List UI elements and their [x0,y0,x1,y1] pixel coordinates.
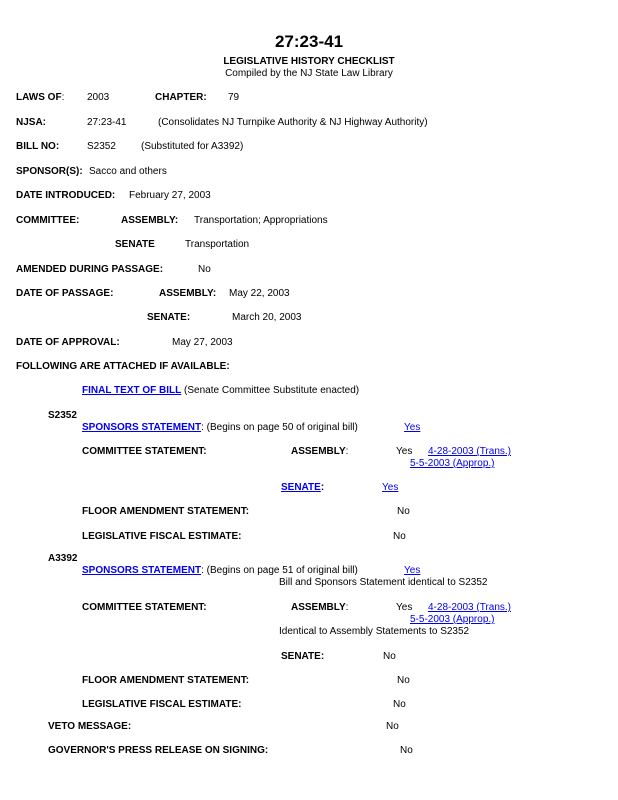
s2352-floor-value: No [397,506,410,517]
njsa-label: NJSA: [16,117,47,128]
a3392-sponsors-statement-link[interactable]: SPONSORS STATEMENT [82,565,202,576]
attached-heading: FOLLOWING ARE ATTACHED IF AVAILABLE: [16,361,230,372]
s2352-sponsors-statement-link[interactable]: SPONSORS STATEMENT [82,422,202,433]
a3392-label: A3392 [48,553,78,564]
s2352-label: S2352 [48,410,77,421]
final-text-link[interactable]: FINAL TEXT OF BILL [82,385,182,396]
a3392-assembly-identical: Identical to Assembly Statements to S2352 [279,626,470,637]
committee-assembly-value: Transportation; Appropriations [194,215,328,226]
committee-label: COMMITTEE: [16,215,80,226]
final-text-note: (Senate Committee Substitute enacted) [184,385,360,396]
final-text-row [82,385,359,397]
laws-of-value: 2003 [87,92,110,103]
a3392-fiscal-label: LEGISLATIVE FISCAL ESTIMATE: [82,699,242,710]
laws-of-label: LAWS OF: [16,92,65,103]
press-release-value: No [400,745,413,756]
veto-label: VETO MESSAGE: [48,721,132,732]
njsa-note: (Consolidates NJ Turnpike Authority & NJ Highway Authority) [158,117,428,128]
s2352-senate-row: SENATE: [281,482,325,493]
passage-senate-value: March 20, 2003 [232,312,302,323]
amended-label: AMENDED DURING PASSAGE: [16,264,164,275]
a3392-floor-label: FLOOR AMENDMENT STATEMENT: [82,675,250,686]
passage-assembly-label: ASSEMBLY: [159,288,217,299]
a3392-sponsors-row [82,565,358,577]
s2352-senate-yes-link[interactable]: Yes [382,482,399,493]
s2352-sponsors-yes-link[interactable]: Yes [404,422,421,433]
a3392-floor-value: No [397,675,410,686]
bill-no-note: (Substituted for A3392) [141,141,244,152]
committee-assembly-label: ASSEMBLY: [121,215,179,226]
s2352-assembly-approp-link[interactable]: 5-5-2003 (Approp.) [410,458,495,469]
press-release-label: GOVERNOR'S PRESS RELEASE ON SIGNING: [48,745,269,756]
page-title: 27:23-41 [274,32,344,51]
njsa-value: 27:23-41 [87,117,127,128]
a3392-sponsors-yes-link[interactable]: Yes [404,565,421,576]
chapter-label: CHAPTER: [155,92,207,103]
amended-value: No [198,264,211,275]
a3392-assembly-yes: Yes [396,602,413,613]
chapter-value: 79 [228,92,240,103]
approval-label: DATE OF APPROVAL: [16,337,120,348]
page-subtitle: LEGISLATIVE HISTORY CHECKLIST [223,56,395,67]
s2352-sponsors-row [82,422,358,434]
veto-value: No [386,721,399,732]
date-introduced-value: February 27, 2003 [129,190,211,201]
a3392-committee-label: COMMITTEE STATEMENT: [82,602,207,613]
s2352-committee-label: COMMITTEE STATEMENT: [82,446,207,457]
approval-value: May 27, 2003 [172,337,233,348]
committee-senate-value: Transportation [185,239,250,250]
s2352-fiscal-value: No [393,531,406,542]
s2352-floor-label: FLOOR AMENDMENT STATEMENT: [82,506,250,517]
passage-label: DATE OF PASSAGE: [16,288,114,299]
a3392-senate-value: No [383,651,396,662]
a3392-sponsors-note: : (Begins on page 51 of original bill) [201,565,358,576]
sponsors-value: Sacco and others [89,166,167,177]
passage-assembly-value: May 22, 2003 [229,288,290,299]
bill-no-value: S2352 [87,141,116,152]
a3392-assembly-trans-link[interactable]: 4-28-2003 (Trans.) [428,602,511,613]
s2352-senate-link[interactable]: SENATE [281,482,321,493]
a3392-fiscal-value: No [393,699,406,710]
s2352-sponsors-note: : (Begins on page 50 of original bill) [201,422,358,433]
passage-senate-label: SENATE: [147,312,191,323]
committee-senate-label: SENATE [115,239,155,250]
date-introduced-label: DATE INTRODUCED: [16,190,116,201]
a3392-sponsors-identical: Bill and Sponsors Statement identical to S2352 [279,577,488,588]
sponsors-label: SPONSOR(S): [16,166,83,177]
s2352-assembly-trans-link[interactable]: 4-28-2003 (Trans.) [428,446,511,457]
s2352-assembly-label: ASSEMBLY: [291,446,349,457]
a3392-assembly-label: ASSEMBLY: [291,602,349,613]
s2352-fiscal-label: LEGISLATIVE FISCAL ESTIMATE: [82,531,242,542]
a3392-senate-label: SENATE: [281,651,325,662]
a3392-assembly-approp-link[interactable]: 5-5-2003 (Approp.) [410,614,495,625]
s2352-assembly-yes: Yes [396,446,413,457]
compiled-by: Compiled by the NJ State Law Library [225,68,393,79]
bill-no-label: BILL NO: [16,141,60,152]
